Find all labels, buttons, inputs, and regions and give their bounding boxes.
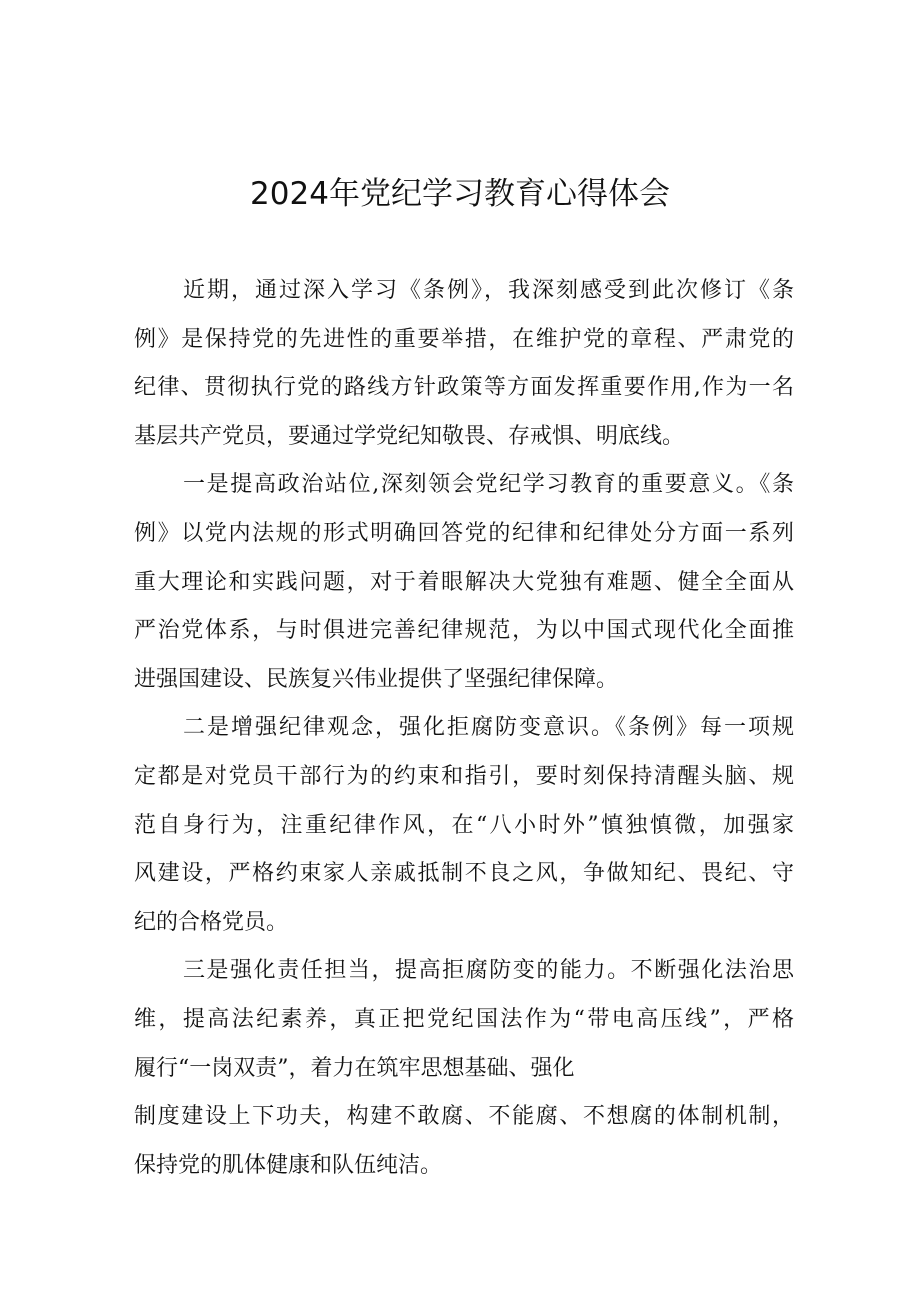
text-line: 例》以党内法规的形式明确回答党的纪律和纪律处分方面一系列	[134, 520, 794, 546]
text-line: 二是增强纪律观念，强化拒腐防变意识。《条例》每一项规	[183, 715, 794, 741]
text-line: 制度建设上下功夫，构建不敢腐、不能腐、不想腐的体制机制，	[134, 1104, 794, 1130]
text-line: 维，提高法纪素养，真正把党纪国法作为“带电高压线”，严格	[134, 1006, 794, 1032]
text-line: 一是提高政治站位,深刻领会党纪学习教育的重要意义。《条	[183, 472, 794, 498]
text-line: 范自身行为，注重纪律作风，在“八小时外”慎独慎微，加强家	[134, 812, 794, 838]
text-line: 三是强化责任担当，提高拒腐防变的能力。不断强化法治思	[183, 958, 794, 984]
text-line: 保持党的肌体健康和队伍纯洁。	[134, 1152, 443, 1178]
text-line: 例》是保持党的先进性的重要举措，在维护党的章程、严肃党的	[134, 326, 794, 352]
document-title: 2024年党纪学习教育心得体会	[250, 176, 670, 212]
document-body	[134, 267, 794, 1190]
text-line: 基层共产党员，要通过学党纪知敬畏、存戒惧、明底线。	[134, 423, 685, 449]
text-line: 纪的合格党员。	[134, 909, 289, 935]
text-line: 纪律、贯彻执行党的路线方针政策等方面发挥重要作用,作为一名	[134, 375, 794, 401]
text-line: 进强国建设、民族复兴伟业提供了坚强纪律保障。	[134, 666, 619, 692]
text-line: 定都是对党员干部行为的约束和指引，要时刻保持清醒头脑、规	[134, 763, 794, 789]
text-line: 履行“一岗双责”，着力在筑牢思想基础、强化	[134, 1055, 575, 1081]
text-line: 重大理论和实践问题，对于着眼解决大党独有难题、健全全面从	[134, 569, 794, 595]
text-line: 近期，通过深入学习《条例》，我深刻感受到此次修订《条	[183, 278, 794, 303]
text-line: 严治党体系，与时俱进完善纪律规范，为以中国式现代化全面推	[134, 618, 794, 644]
text-line: 风建设，严格约束家人亲戚抵制不良之风，争做知纪、畏纪、守	[134, 861, 794, 887]
